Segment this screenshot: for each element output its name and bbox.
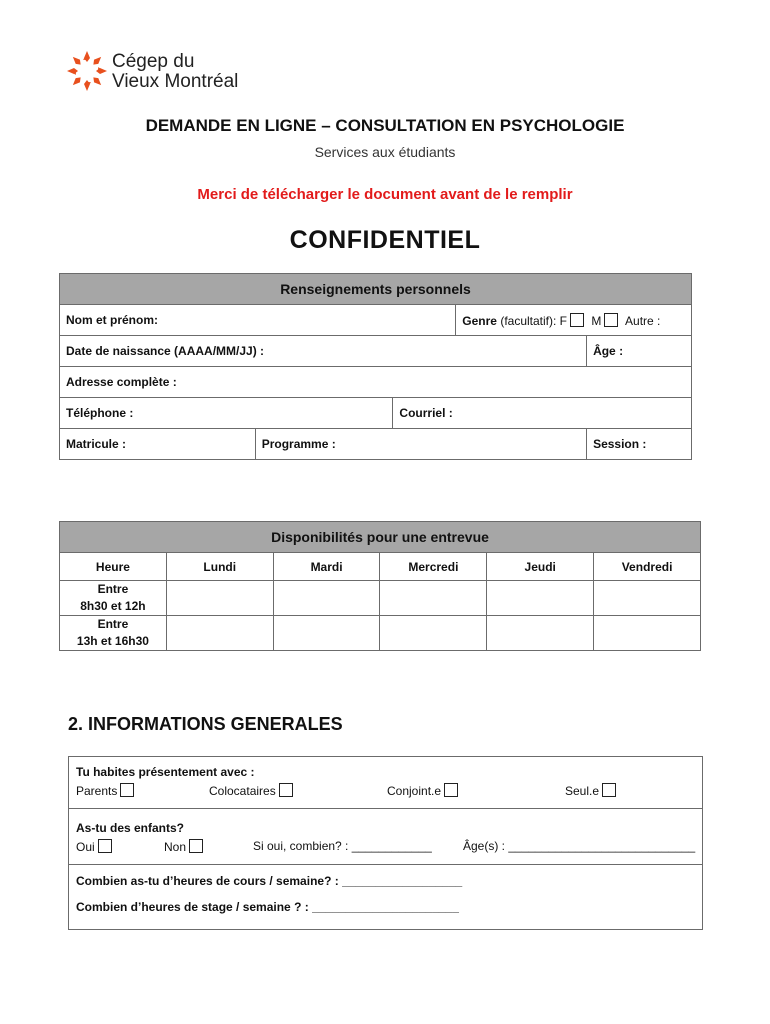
general-info-title: 2. INFORMATIONS GENERALES: [68, 714, 343, 734]
email-label: Courriel :: [399, 406, 453, 420]
phone-label: Téléphone :: [66, 406, 134, 420]
parents-checkbox[interactable]: [120, 783, 134, 797]
gender-m-label: M: [591, 313, 602, 328]
tuesday-afternoon-cell[interactable]: [273, 616, 380, 651]
afternoon-slot-label: [60, 616, 167, 651]
student-id-field[interactable]: [60, 429, 256, 460]
age-label: Âge :: [593, 344, 624, 358]
gender-optional: (facultatif): [500, 313, 554, 328]
col-wednesday: Mercredi: [380, 553, 487, 581]
col-monday: Lundi: [166, 553, 273, 581]
alone-label: Seul.e: [565, 784, 600, 798]
partner-label: Conjoint.e: [387, 784, 442, 798]
children-label: As-tu des enfants?: [76, 821, 185, 835]
college-name-line2: Vieux Montréal: [112, 71, 239, 92]
roommates-checkbox[interactable]: [279, 783, 293, 797]
option-partner: [387, 783, 462, 798]
afternoon-slot-line1: Entre: [97, 617, 129, 631]
name-field[interactable]: [60, 305, 456, 336]
personal-info-heading: Renseignements personnels: [60, 274, 692, 305]
birthdate-label: Date de naissance (AAAA/MM/JJ) :: [66, 344, 265, 358]
session-field[interactable]: [587, 429, 692, 460]
gender-f-label: : F: [553, 313, 568, 328]
option-no: [164, 839, 207, 854]
yes-label: Oui: [76, 840, 95, 854]
children-ages-field[interactable]: Âge(s) : ____________________________: [463, 839, 696, 853]
gender-field: [456, 305, 692, 336]
form-subtitle: Services aux étudiants: [314, 144, 456, 160]
wednesday-afternoon-cell[interactable]: [380, 616, 487, 651]
afternoon-slot-line2: 13h et 16h30: [76, 634, 149, 648]
general-info-box: [68, 756, 703, 930]
parents-label: Parents: [76, 784, 118, 798]
gender-label: Genre: [462, 313, 497, 328]
thursday-afternoon-cell[interactable]: [487, 616, 594, 651]
children-count-field[interactable]: Si oui, combien? : ____________: [253, 839, 432, 853]
yes-checkbox[interactable]: [98, 839, 112, 853]
address-label: Adresse complète :: [66, 375, 177, 389]
monday-afternoon-cell[interactable]: [166, 616, 273, 651]
college-logo-icon: [66, 50, 108, 92]
divider: [69, 808, 702, 809]
college-name-line1: Cégep du: [112, 51, 195, 72]
availability-heading: Disponibilités pour une entrevue: [60, 522, 701, 553]
monday-morning-cell[interactable]: [166, 581, 273, 616]
gender-f-checkbox[interactable]: [570, 313, 584, 327]
col-thursday: Jeudi: [487, 553, 594, 581]
internship-hours-field[interactable]: Combien d’heures de stage / semaine ? : ______________________: [76, 900, 459, 914]
program-field[interactable]: [255, 429, 586, 460]
gender-other-label: Autre :: [625, 313, 661, 328]
gender-m-checkbox[interactable]: [604, 313, 618, 327]
col-friday: Vendredi: [594, 553, 701, 581]
friday-morning-cell[interactable]: [594, 581, 701, 616]
wednesday-morning-cell[interactable]: [380, 581, 487, 616]
no-checkbox[interactable]: [189, 839, 203, 853]
download-notice: Merci de télécharger le document avant de le remplir: [197, 186, 573, 203]
form-title: DEMANDE EN LIGNE – CONSULTATION EN PSYCHOLOGIE: [145, 116, 625, 135]
program-label: Programme :: [261, 437, 336, 451]
course-hours-field[interactable]: Combien as-tu d’heures de cours / semaine? : __________________: [76, 874, 463, 888]
birthdate-field[interactable]: [60, 336, 587, 367]
thursday-morning-cell[interactable]: [487, 581, 594, 616]
col-hour: Heure: [60, 553, 167, 581]
morning-slot-label: [60, 581, 167, 616]
option-alone: [565, 783, 620, 798]
student-id-label: Matricule :: [66, 437, 127, 451]
availability-table: [59, 521, 701, 651]
option-roommates: [209, 783, 297, 798]
email-field[interactable]: [393, 398, 692, 429]
partner-checkbox[interactable]: [444, 783, 458, 797]
morning-slot-line1: Entre: [97, 582, 129, 596]
address-field[interactable]: [60, 367, 692, 398]
divider: [69, 864, 702, 865]
roommates-label: Colocataires: [209, 784, 276, 798]
tuesday-morning-cell[interactable]: [273, 581, 380, 616]
college-name: [112, 52, 238, 92]
age-field[interactable]: [587, 336, 692, 367]
living-label: Tu habites présentement avec :: [76, 765, 255, 779]
friday-afternoon-cell[interactable]: [594, 616, 701, 651]
morning-slot-line2: 8h30 et 12h: [80, 599, 146, 613]
confidential-heading: CONFIDENTIEL: [289, 226, 481, 254]
name-label: Nom et prénom:: [66, 313, 159, 327]
alone-checkbox[interactable]: [602, 783, 616, 797]
personal-info-table: [59, 273, 692, 460]
no-label: Non: [164, 840, 187, 854]
session-label: Session :: [593, 437, 647, 451]
phone-field[interactable]: [60, 398, 393, 429]
col-tuesday: Mardi: [273, 553, 380, 581]
option-parents: [76, 783, 138, 798]
option-yes: [76, 839, 116, 854]
